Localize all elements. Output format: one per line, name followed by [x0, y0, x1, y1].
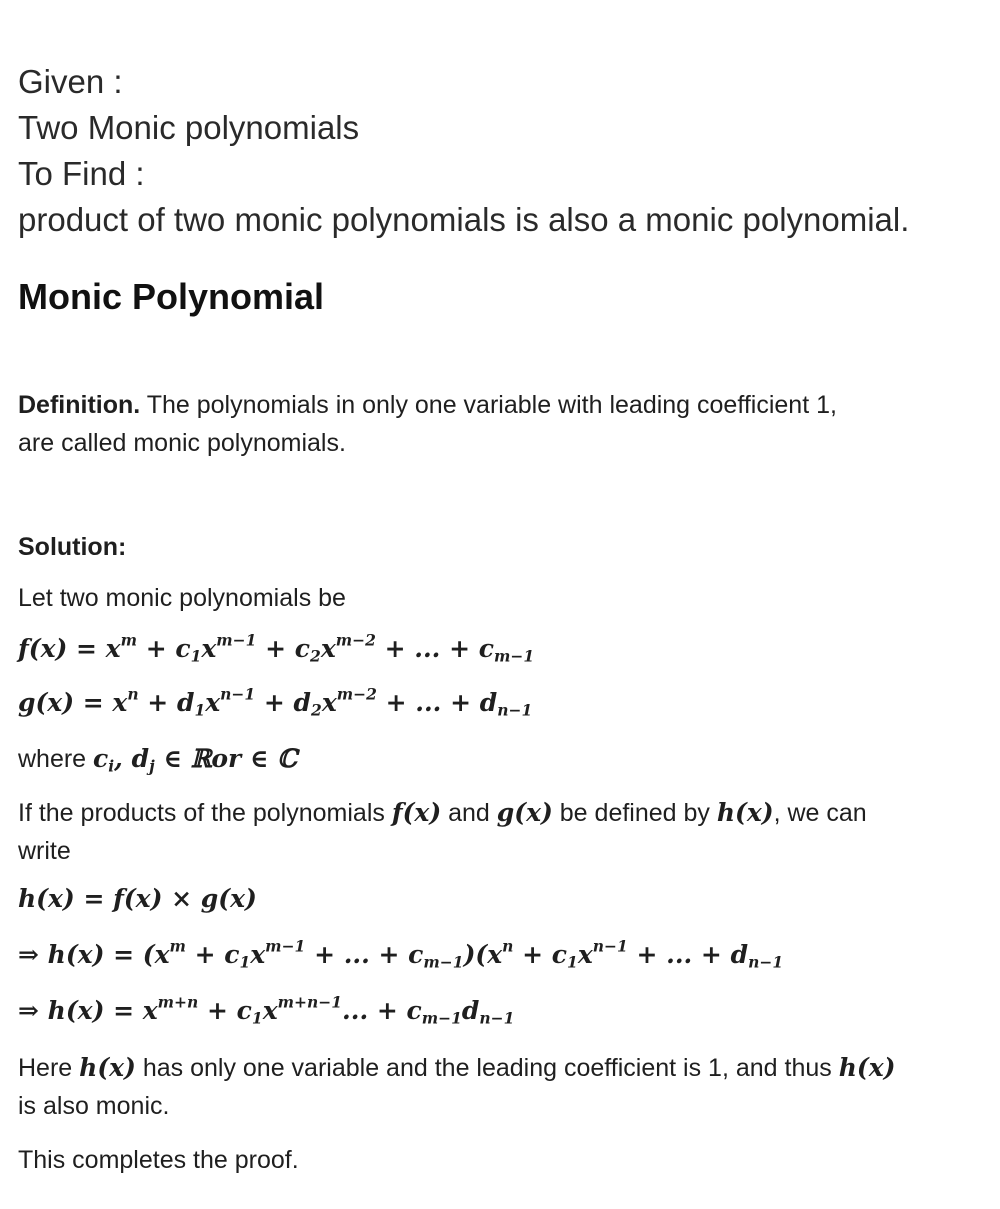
definition-line-1 — [18, 391, 837, 420]
equation-f: $f(x) = x^m + c_1x^{m-1} + c_2x^{m-2}$ + ... + $c_{m-1}$ — [18, 630, 535, 666]
where-math: $c_i$, $d_j$ ∈ ℝor ∈ ℂ — [93, 744, 298, 776]
given-label: Given : — [18, 63, 123, 100]
products-text-1: If the products of the polynomials — [18, 799, 385, 827]
find-label: To Find : — [18, 155, 145, 192]
where-text: where — [18, 745, 87, 773]
products-line-2: write — [18, 837, 71, 865]
definition-label: Definition. — [18, 391, 141, 419]
here-h-2: h(x) — [838, 1053, 896, 1082]
let-text: Let two monic polynomials be — [18, 584, 346, 612]
completes-text: This completes the proof. — [18, 1146, 299, 1174]
equation-h-def: h(x) = f(x) × g(x) — [18, 884, 257, 913]
products-text-2: be defined by — [559, 799, 710, 827]
products-line-1 — [18, 798, 867, 828]
products-g: g(x) — [496, 798, 553, 827]
products-text-3: , we can — [773, 799, 867, 827]
here-h-1: h(x) — [79, 1053, 136, 1082]
equation-h-expand: ⇒ $h(x) = (x^m + c_1x^{m-1}$ + ... + $c_{m-1})(x^n + c_1x^{n-1}$ + ... + $d_{n-1}$ — [18, 936, 784, 972]
here-line-2: is also monic. — [18, 1092, 170, 1120]
find-value: product of two monic polynomials is also a monic polynomial. — [18, 201, 910, 238]
solution-label: Solution: — [18, 533, 127, 561]
where-line — [18, 744, 297, 774]
here-line-1 — [18, 1053, 895, 1083]
page-title: Monic Polynomial — [18, 276, 325, 317]
given-value: Two Monic polynomials — [18, 109, 360, 146]
here-text-1: Here — [18, 1054, 73, 1082]
definition-line-2: are called monic polynomials. — [18, 429, 346, 457]
definition-text-1: The polynomials in only one variable with leading coefficient 1, — [140, 391, 837, 419]
products-h: h(x) — [716, 798, 774, 827]
here-text-2: has only one variable and the leading coefficient is 1, and thus — [142, 1054, 832, 1082]
equation-g: $g(x) = x^n + d_1x^{n-1} + d_2x^{m-2}$ + ... + $d_{n-1}$ — [18, 684, 533, 720]
products-f: f(x) — [391, 798, 442, 827]
equation-h-result: ⇒ $h(x) = x^{m+n} + c_1x^{m+n-1}$... + $c_{m-1}d_{n-1}$ — [18, 992, 515, 1028]
products-and: and — [448, 799, 490, 827]
